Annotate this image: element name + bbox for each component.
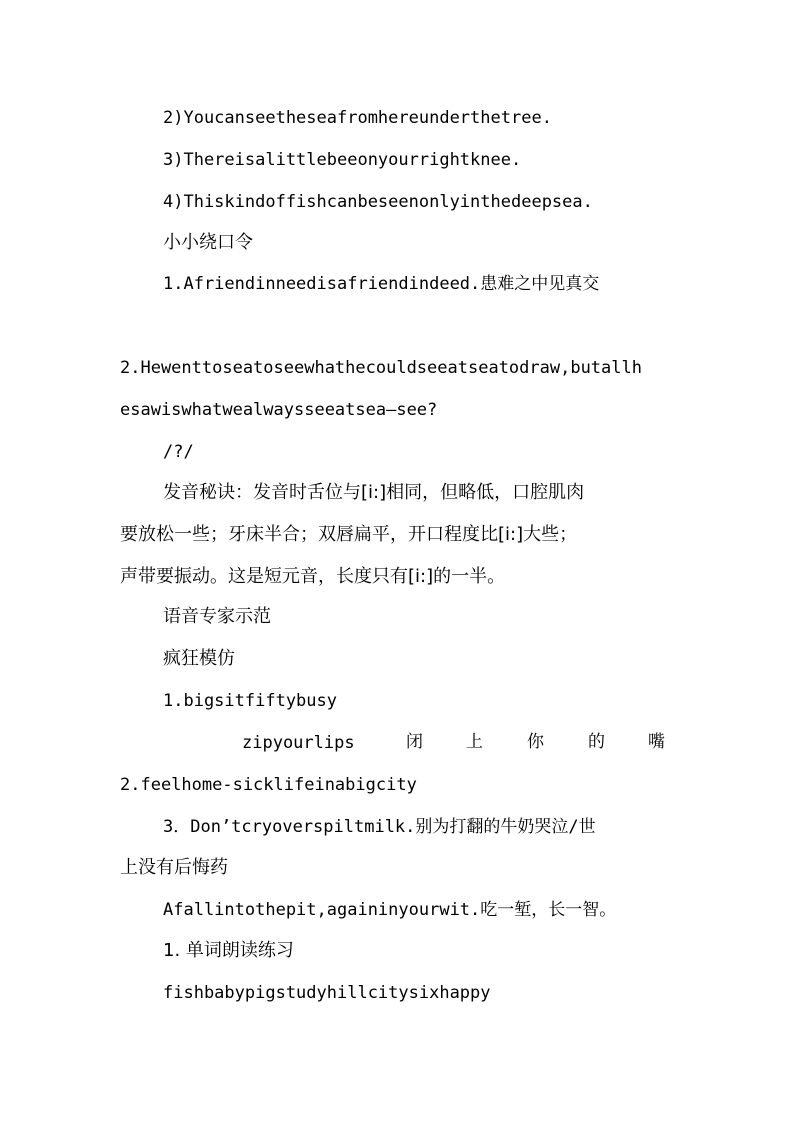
- word-list: fishbabypigstudyhillcitysixhappy: [163, 983, 491, 1003]
- proverb-milk-line-1: 3．Don’tcryoverspiltmilk.别为打翻的牛奶哭泣/世: [163, 817, 596, 837]
- pronunciation-tip-line-1: 发音秘诀：发音时舌位与[i:]相同，但略低，口腔肌肉: [163, 482, 585, 503]
- sentence-3: 3)Thereisalittlebeeonyourrightknee.: [163, 150, 522, 170]
- zip-cn-char-4: 的: [588, 732, 605, 752]
- sentence-4: 4)Thiskindoffishcanbeseenonlyinthedeepsea.: [163, 192, 593, 212]
- twister-1: 1.Afriendinneedisafriendindeed.患难之中见真交: [163, 274, 600, 294]
- proverb-milk-line-2: 上没有后悔药: [120, 857, 228, 878]
- zip-cn-char-2: 上: [466, 732, 483, 752]
- sentence-2: 2)Youcanseetheseafromhereunderthetree.: [163, 108, 552, 128]
- pronunciation-tip-line-2: 要放松一些；牙床半合；双唇扁平，开口程度比[i:]大些；: [120, 524, 578, 545]
- proverb-pit: Afallintothepit,againinyourwit.吃一堑，长一智。: [163, 900, 617, 920]
- zip-cn-char-5: 嘴: [648, 732, 665, 752]
- expert-demo-heading: 语音专家示范: [163, 606, 271, 627]
- crazy-imitation-heading: 疯狂模仿: [163, 648, 235, 669]
- zip-cn-char-3: 你: [527, 732, 544, 752]
- twister-2-line-1: 2.Hewenttoseatoseewhathecouldseeatseatodraw,butallh: [120, 358, 642, 378]
- word-practice-heading: 1. 单词朗读练习: [163, 940, 294, 961]
- twister-2-line-2: esawiswhatwealwaysseeatsea—see?: [120, 400, 438, 420]
- imitation-1: 1.bigsitfiftybusy: [163, 691, 337, 711]
- zip-cn-char-1: 闭: [406, 732, 423, 752]
- zip-your-lips-en: zipyourlips: [242, 733, 355, 753]
- imitation-2: 2.feelhome-sicklifeinabigcity: [120, 775, 417, 795]
- phoneme-symbol: /?/: [163, 442, 194, 462]
- pronunciation-tip-line-3: 声带要振动。这是短元音，长度只有[i:]的一半。: [120, 566, 506, 587]
- tongue-twister-heading: 小小绕口令: [163, 232, 253, 253]
